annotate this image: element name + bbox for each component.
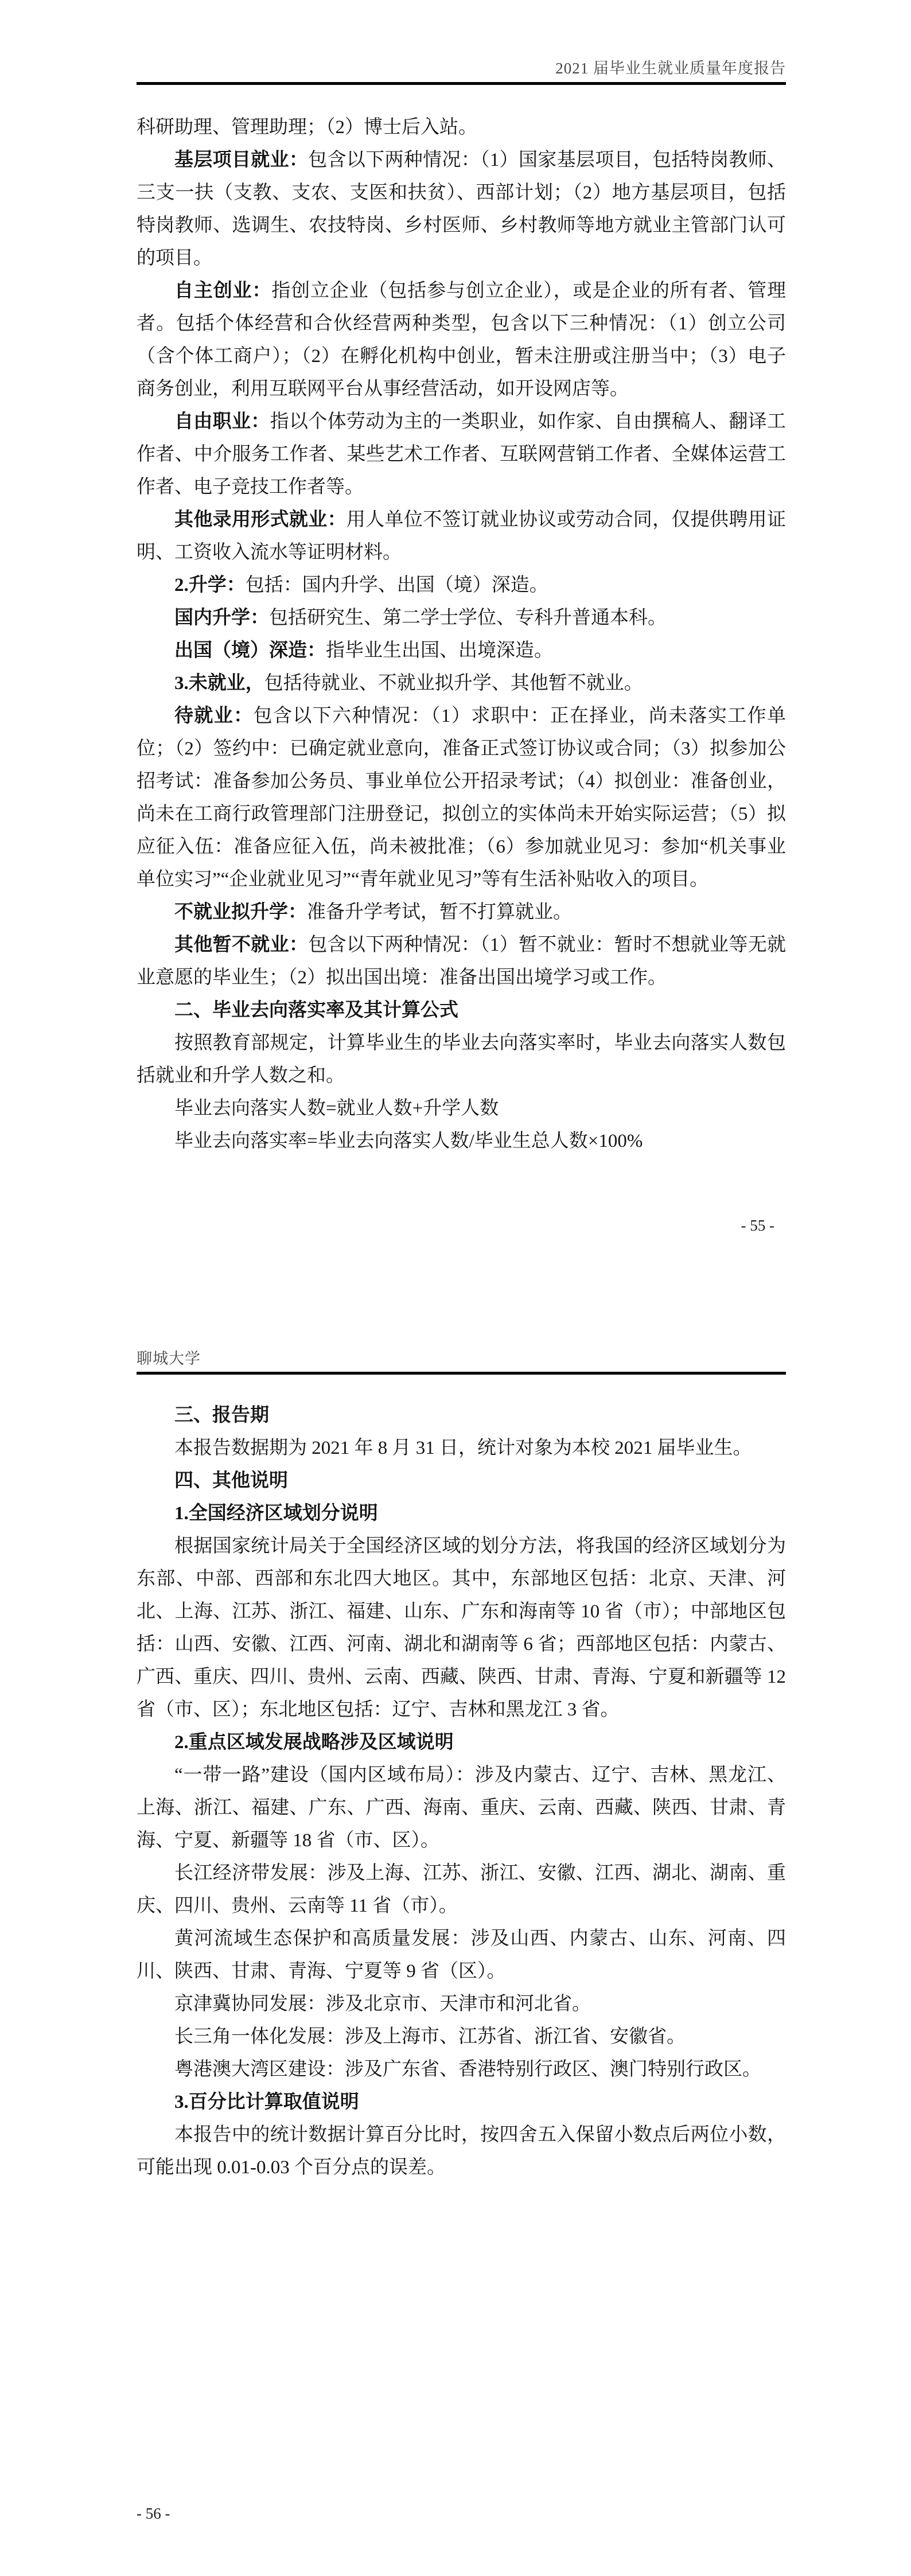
paragraph [137,1923,786,1988]
section-heading [137,994,786,1027]
paragraph [137,602,786,635]
page2-body [137,1399,786,2184]
paragraph-lead-label: 1.全国经济区域划分说明 [174,1503,378,1524]
section-heading [137,2086,786,2119]
paragraph [137,2119,786,2184]
paragraph-text: 指以个体劳动为主的一类职业，如作家、自由撰稿人、翻译工作者、中介服务工作者、某些艺术工作者、互联网营销工作者、全媒体运营工作者、电子竞技工作者等。 [137,411,787,497]
paragraph [137,275,786,406]
section-heading [137,1497,786,1530]
paragraph [137,144,786,275]
paragraph-text: 本报告中的统计数据计算百分比时，按四舍五入保留小数点后两位小数，可能出现 0.01-0.03 个百分点的误差。 [137,2124,786,2178]
paragraph [137,896,786,929]
paragraph [137,1988,786,2021]
section-heading [137,1465,786,1497]
paragraph-text: 按照教育部规定，计算毕业生的毕业去向落实率时，毕业去向落实人数包括就业和升学人数之和。 [137,1033,786,1086]
paragraph-text: 根据国家统计局关于全国经济区域的划分方法，将我国的经济区域划分为东部、中部、西部和东北四大地区。其中，东部地区包括：北京、天津、河北、上海、江苏、浙江、福建、山东、广东和海南等 10 省（市）；中部地区包括：山西、安徽、江西、河南、湖北和湖南等 6 省；西部地区包括：内蒙古、广西、重庆、四川、贵州、云南、西藏、陕西、甘肃、青海、宁夏和新疆等 12 省（市、区）；东北地区包括：辽宁、吉林和黑龙江 3 省。 [137,1536,786,1720]
paragraph [137,1125,786,1158]
paragraph-lead-label: 3.百分比计算取值说明 [174,2092,359,2112]
paragraph-lead-label: 3.未就业， [174,673,264,694]
paragraph-text: 包括待就业、不就业拟升学、其他暂不就业。 [264,673,643,694]
paragraph [137,1432,786,1465]
header-rule [137,1372,786,1375]
paragraph-text: 准备升学考试，暂不打算就业。 [307,902,572,923]
paragraph-text: “一带一路”建设（国内区域布局）：涉及内蒙古、辽宁、吉林、黑龙江、上海、浙江、福建、广东、广西、海南、重庆、云南、西藏、陕西、甘肃、青海、宁夏、新疆等 18 省（市、区）。 [137,1765,786,1851]
paragraph-text: 粤港澳大湾区建设：涉及广东省、香港特别行政区、澳门特别行政区。 [174,2059,761,2080]
paragraph [137,504,786,569]
paragraph [137,569,786,602]
header-rule [137,82,786,85]
paragraph-text: 京津冀协同发展：涉及北京市、天津市和河北省。 [174,1994,591,2014]
page-number: - 55 - [741,1217,774,1234]
paragraph-lead-label: 基层项目就业： [174,150,309,170]
paragraph-lead-label: 自由职业： [174,411,270,432]
paragraph-lead-label: 出国（境）深造： [174,640,326,661]
paragraph-lead-label: 其他录用形式就业： [174,509,347,530]
paragraph-lead-label: 自主创业： [174,281,272,301]
paragraph-lead-label: 2.重点区域发展战略涉及区域说明 [174,1732,454,1753]
paragraph-lead-label: 四、其他说明 [174,1470,288,1491]
paragraph [137,700,786,896]
paragraph [137,406,786,504]
page1-body [137,111,786,1158]
paragraph-text: 包含以下两种情况：（1）暂不就业：暂时不想就业等无就业意愿的毕业生；（2）拟出国出境：准备出国出境学习或工作。 [137,935,786,988]
paragraph-lead-label: 二、毕业去向落实率及其计算公式 [174,1000,458,1021]
paragraph-text: 用人单位不签订就业协议或劳动合同，仅提供聘用证明、工资收入流水等证明材料。 [137,509,787,563]
paragraph-text: 包括：国内升学、出国（境）深造。 [245,575,548,596]
paragraph-text: 本报告数据期为 2021 年 8 月 31 日，统计对象为本校 2021 届毕业生。 [174,1438,752,1458]
paragraph [137,111,786,144]
page-56 [0,1288,911,2576]
paragraph [137,1759,786,1857]
paragraph [137,1092,786,1125]
paragraph [137,635,786,667]
paragraph-text: 长三角一体化发展：涉及上海市、江苏省、浙江省、安徽省。 [174,2026,686,2047]
paragraph-text: 毕业去向落实人数=就业人数+升学人数 [174,1098,499,1119]
paragraph [137,2053,786,2086]
paragraph-text: 指毕业生出国、出境深造。 [326,640,553,661]
paragraph [137,1857,786,1923]
paragraph-lead-label: 其他暂不就业： [174,935,309,955]
paragraph-lead-label: 待就业： [174,706,254,726]
paragraph [137,667,786,700]
paragraph-lead-label: 国内升学： [174,608,269,628]
paragraph [137,1530,786,1726]
section-heading [137,1726,786,1759]
page-header-title: 2021 届毕业生就业质量年度报告 [555,60,786,77]
paragraph-lead-label: 2.升学： [174,575,246,596]
paragraph-text: 长江经济带发展：涉及上海、江苏、浙江、安徽、江西、湖北、湖南、重庆、四川、贵州、云南等 11 省（市）。 [137,1863,786,1916]
paragraph-text: 科研助理、管理助理；（2）博士后入站。 [137,117,477,138]
paragraph-lead-label: 三、报告期 [174,1405,269,1426]
section-heading [137,1399,786,1432]
page-number: - 56 - [137,2505,170,2522]
paragraph [137,1027,786,1092]
paragraph [137,929,786,994]
paragraph-text: 指创立企业（包括参与创立企业），或是企业的所有者、管理者。包括个体经营和合伙经营两种类型，包含以下三种情况：（1）创立公司（含个体工商户）；（2）在孵化机构中创业，暂未注册或注册当中；（3）电子商务创业，利用互联网平台从事经营活动，如开设网店等。 [137,281,787,399]
paragraph-text: 包含以下两种情况：（1）国家基层项目，包括特岗教师、三支一扶（支教、支农、支医和扶贫）、西部计划；（2）地方基层项目，包括特岗教师、选调生、农技特岗、乡村医师、乡村教师等地方就业主管部门认可的项目。 [137,150,786,269]
paragraph-text: 包括研究生、第二学士学位、专科升普通本科。 [269,608,667,628]
paragraph-text: 黄河流域生态保护和高质量发展：涉及山西、内蒙古、山东、河南、四川、陕西、甘肃、青海、宁夏等 9 省（区）。 [137,1928,786,1982]
paragraph-text: 毕业去向落实率=毕业去向落实人数/毕业生总人数×100% [174,1131,643,1151]
paragraph [137,2021,786,2053]
paragraph-lead-label: 不就业拟升学： [174,902,307,923]
page-header-title: 聊城大学 [137,1350,201,1367]
paragraph-text: 包含以下六种情况：（1）求职中：正在择业，尚未落实工作单位；（2）签约中：已确定就业意向，准备正式签订协议或合同；（3）拟参加公招考试：准备参加公务员、事业单位公开招录考试；（4）拟创业：准备创业，尚未在工商行政管理部门注册登记，拟创立的实体尚未开始实际运营；（5）拟应征入伍：准备应征入伍，尚未被批准；（6）参加就业见习：参加“机关事业单位实习”“企业就业见习”“青年就业见习”等有生活补贴收入的项目。 [137,706,787,890]
